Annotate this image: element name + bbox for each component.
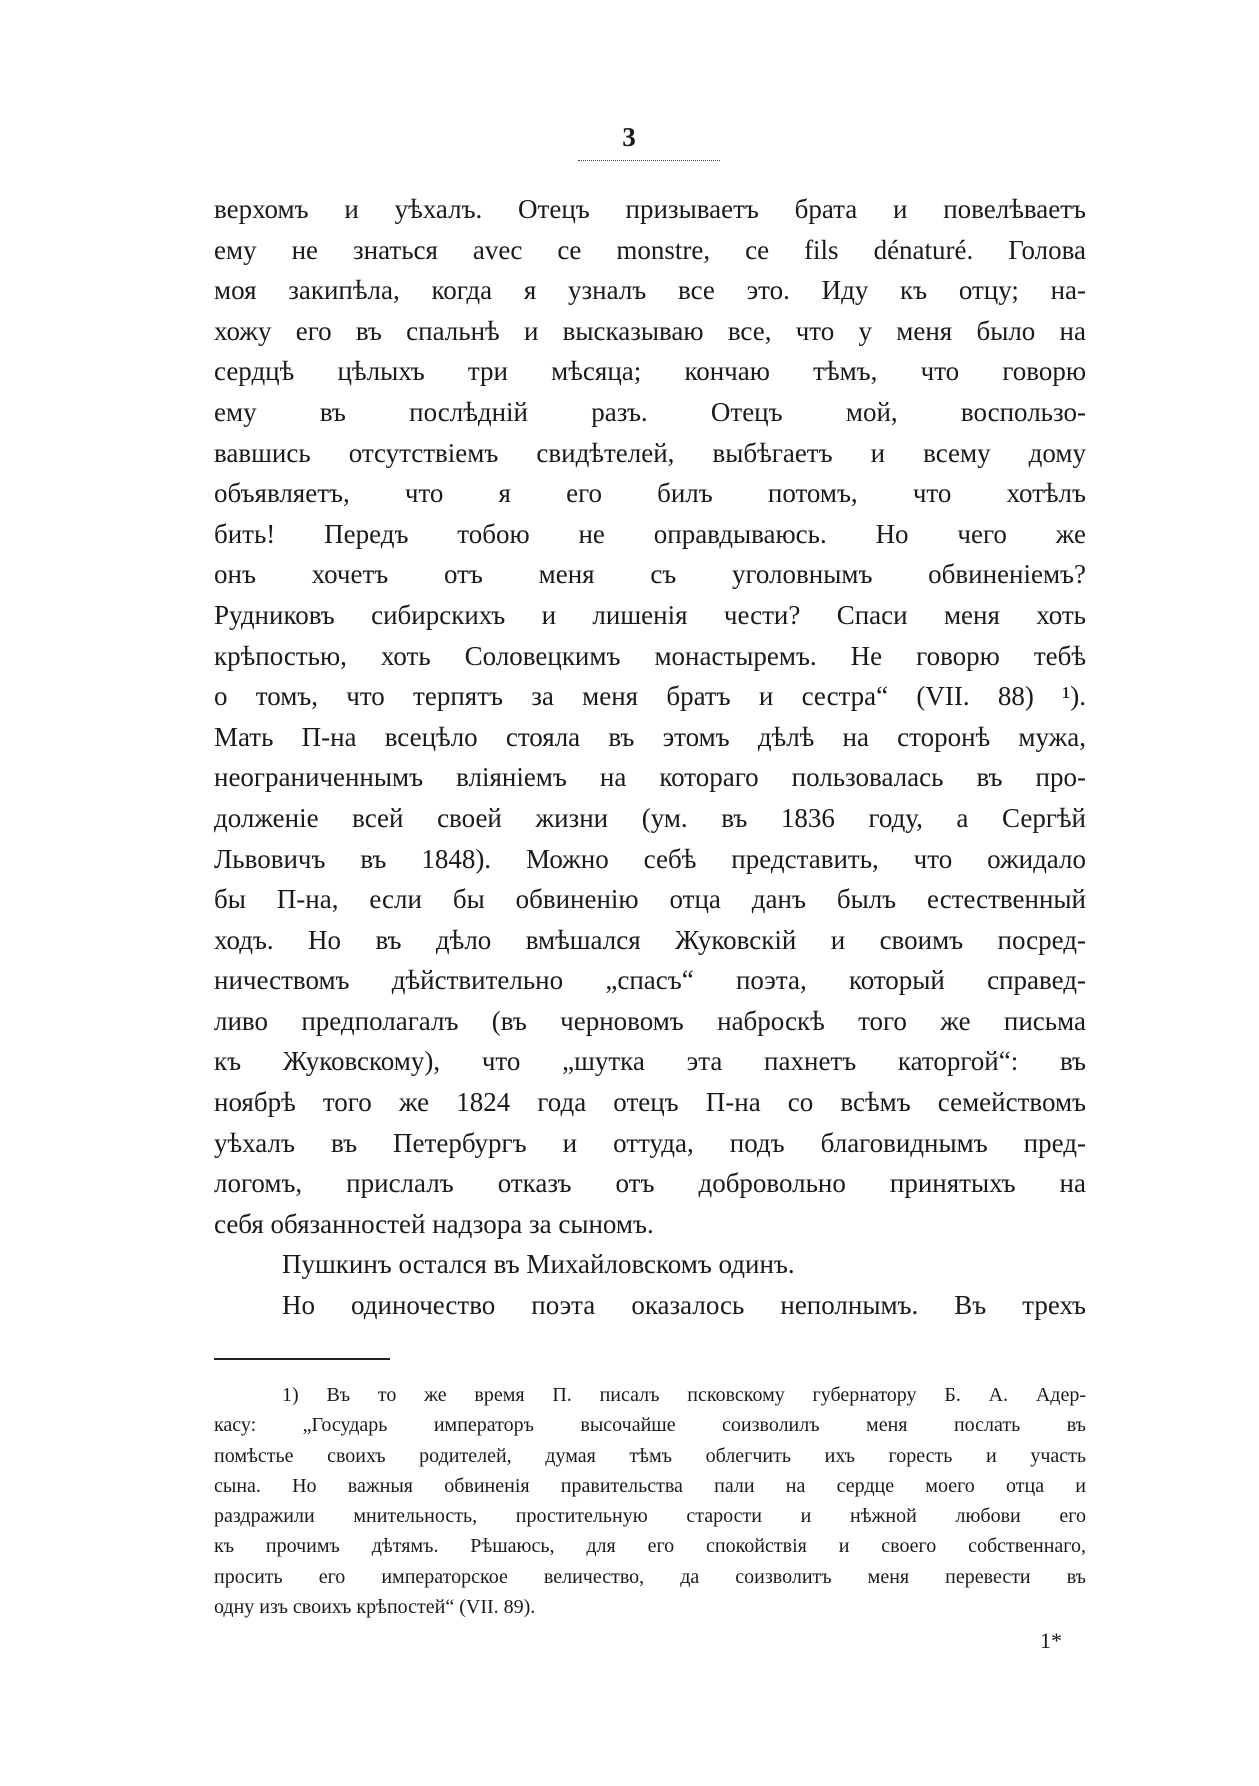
body-line: Но одиночество поэта оказалось неполнымъ. Въ трехъ <box>282 1290 1086 1321</box>
body-line: ноябрѣ того же 1824 года отецъ П-на со всѣмъ семействомъ <box>214 1087 1086 1118</box>
footnote-line: просить его императорское величество, да соизволитъ меня перевести въ <box>214 1565 1086 1588</box>
body-line: объявляетъ, что я его билъ потомъ, что хотѣлъ <box>214 478 1086 509</box>
body-text <box>214 189 1086 1326</box>
footnote-line: касу: „Государь императоръ высочайше соизволилъ меня послать въ <box>214 1414 1086 1437</box>
body-line: ливо предполагалъ (въ черновомъ наброскѣ того же письма <box>214 1005 1086 1036</box>
body-line: о томъ, что терпятъ за меня братъ и сестра“ (VII. 88) ¹). <box>214 681 1086 712</box>
footnote-line: раздражили мнительность, простительную старости и нѣжной любови его <box>214 1505 1086 1528</box>
page-number-rule <box>578 160 720 161</box>
body-line: къ Жуковскому), что „шутка эта пахнетъ каторгой“: въ <box>214 1046 1086 1077</box>
body-line: Львовичъ въ 1848). Можно себѣ представить, что ожидало <box>214 843 1086 874</box>
body-line: ничествомъ дѣйствительно „спасъ“ поэта, который справед- <box>214 965 1086 996</box>
body-line: бы П-на, если бы обвиненію отца данъ былъ естественный <box>214 884 1086 915</box>
body-line: верхомъ и уѣхалъ. Отецъ призываетъ брата и повелѣваетъ <box>214 194 1086 224</box>
signature-mark: 1* <box>1040 1628 1062 1653</box>
body-line: Пушкинъ остался въ Михайловскомъ одинъ. <box>282 1249 795 1280</box>
body-line: бить! Передъ тобою не оправдываюсь. Но чего же <box>214 518 1086 549</box>
footnote-line: къ прочимъ дѣтямъ. Рѣшаюсь, для его спокойствія и своего собственнаго, <box>214 1535 1086 1558</box>
body-line: Мать П-на всецѣло стояла въ этомъ дѣлѣ на сторонѣ мужа, <box>214 721 1086 752</box>
body-line: неограниченнымъ вліяніемъ на котораго пользовалась въ про- <box>214 762 1086 793</box>
footnote-line: сына. Но важныя обвиненія правительства пали на сердце моего отца и <box>214 1474 1086 1497</box>
body-line: Рудниковъ сибирскихъ и лишенія чести? Спаси меня хоть <box>214 599 1086 630</box>
body-line: онъ хочетъ отъ меня съ уголовнымъ обвиненіемъ? <box>214 559 1086 590</box>
body-line: уѣхалъ въ Петербургъ и оттуда, подъ благовиднымъ пред- <box>214 1127 1086 1158</box>
footnotes <box>214 1380 1086 1622</box>
footnote-line: помѣстье своихъ родителей, думая тѣмъ облегчить ихъ горесть и участь <box>214 1444 1086 1467</box>
body-line: крѣпостью, хоть Соловецкимъ монастыремъ. Не говорю тебѣ <box>214 640 1086 671</box>
footnote-line: одну изъ своихъ крѣпостей“ (VII. 89). <box>214 1596 536 1619</box>
footnote-rule <box>214 1358 390 1360</box>
page-number: 3 <box>622 122 637 152</box>
body-line: ему не знаться avec ce monstre, ce fils dénaturé. Голова <box>214 234 1086 265</box>
body-line: вавшись отсутствіемъ свидѣтелей, выбѣгаетъ и всему дому <box>214 437 1086 468</box>
footnote-line: 1) Въ то же время П. писалъ псковскому губернатору Б. А. Адер- <box>282 1384 1086 1406</box>
body-line: долженіе всей своей жизни (ум. въ 1836 году, а Сергѣй <box>214 802 1086 833</box>
body-line: себя обязанностей надзора за сыномъ. <box>214 1208 654 1239</box>
body-line: логомъ, прислалъ отказъ отъ добровольно принятыхъ на <box>214 1168 1086 1199</box>
body-line: сердцѣ цѣлыхъ три мѣсяца; кончаю тѣмъ, что говорю <box>214 356 1086 387</box>
body-line: моя закипѣла, когда я узналъ все это. Иду къ отцу; на- <box>214 275 1086 306</box>
body-line: ходъ. Но въ дѣло вмѣшался Жуковскій и своимъ посред- <box>214 924 1086 955</box>
body-line: ему въ послѣдній разъ. Отецъ мой, воспользо- <box>214 396 1086 427</box>
body-line: хожу его въ спальнѣ и высказываю все, что у меня было на <box>214 315 1086 346</box>
